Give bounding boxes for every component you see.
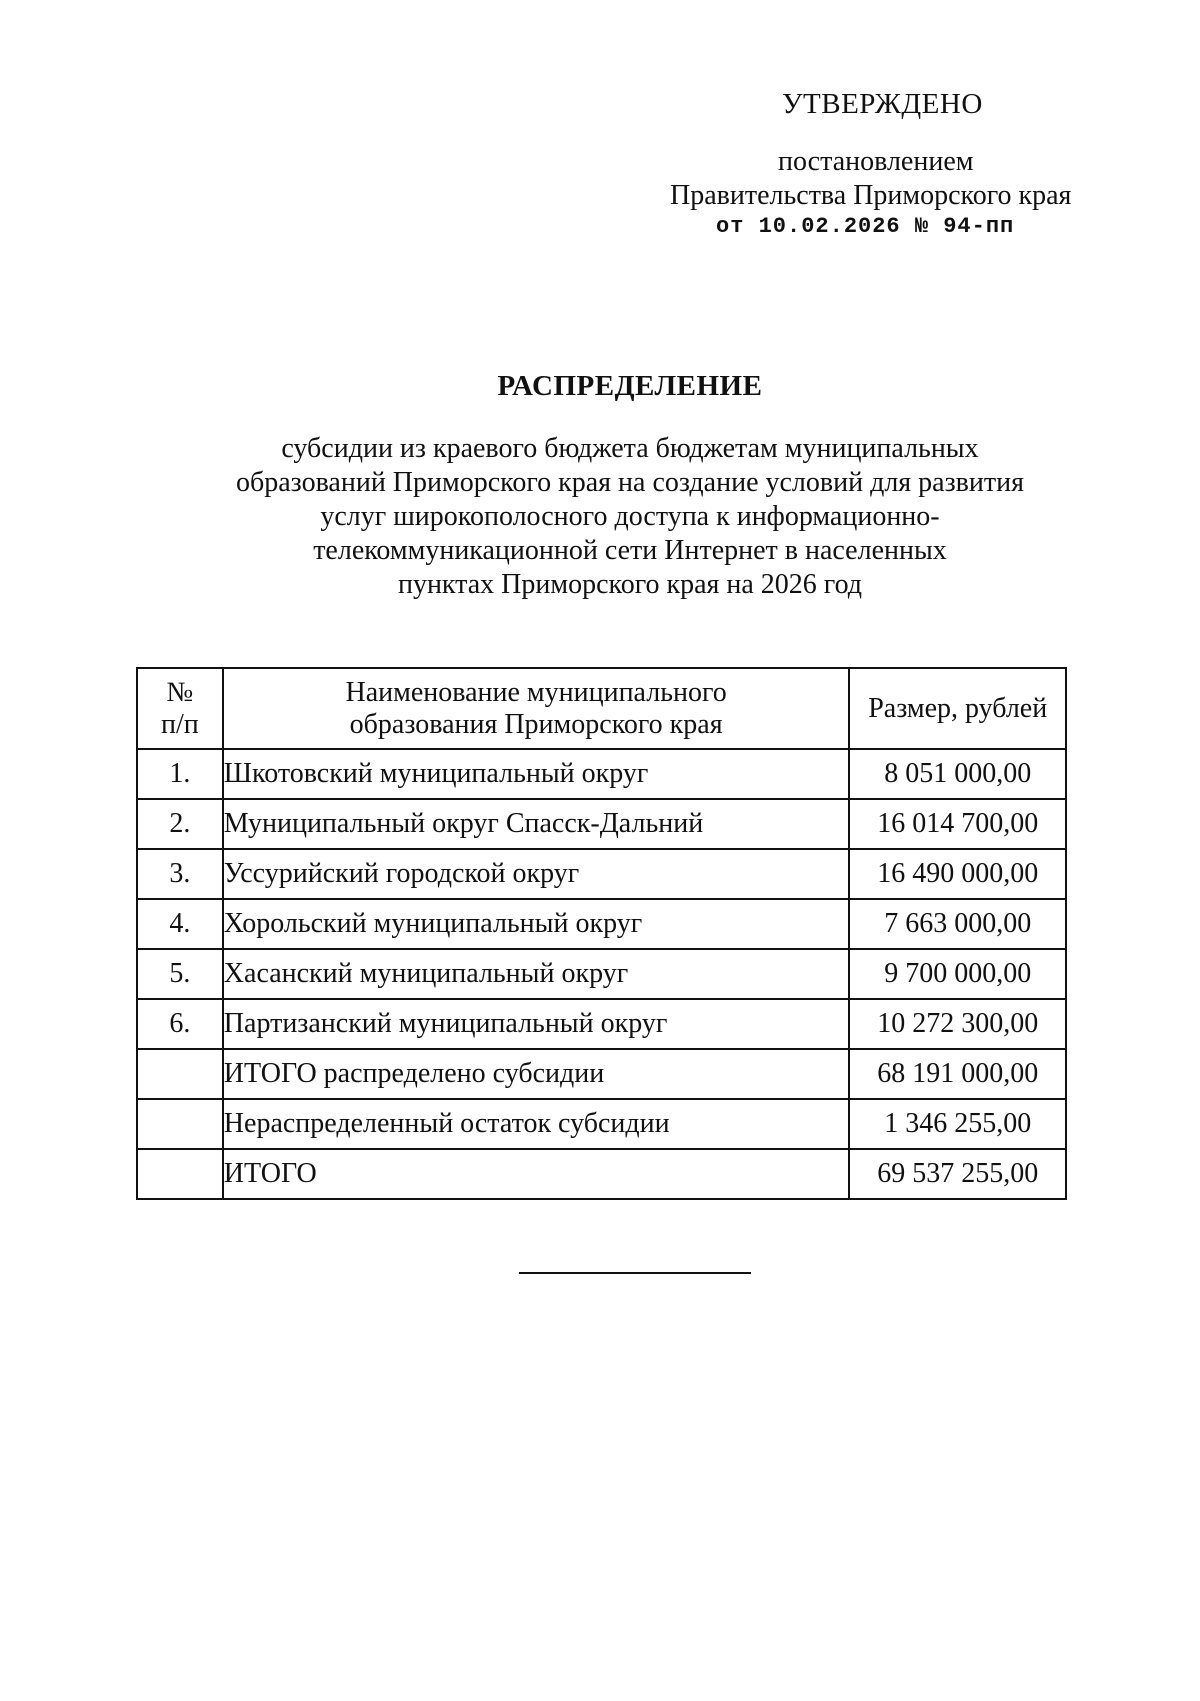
row-grand-total-amount: 69 537 255,00: [849, 1149, 1066, 1199]
end-divider-line: [519, 1272, 751, 1274]
table-row-total-distributed: [137, 1049, 1066, 1099]
approval-title: УТВЕРЖДЕНО: [782, 88, 983, 120]
header-number: [137, 668, 223, 749]
row-amount: 10 272 300,00: [849, 999, 1066, 1049]
row-amount: 7 663 000,00: [849, 899, 1066, 949]
row-number: 1.: [137, 749, 223, 799]
subtitle-line: телекоммуникационной сети Интернет в населенных: [313, 535, 947, 566]
row-number: 4.: [137, 899, 223, 949]
subtitle-line: субсидии из краевого бюджета бюджетам муниципальных: [281, 433, 979, 464]
row-amount: 9 700 000,00: [849, 949, 1066, 999]
row-grand-total-label: ИТОГО: [223, 1149, 850, 1199]
row-amount: 8 051 000,00: [849, 749, 1066, 799]
row-total-distributed-amount: 68 191 000,00: [849, 1049, 1066, 1099]
row-municipality: Муниципальный округ Спасск-Дальний: [223, 799, 850, 849]
row-number: [137, 1149, 223, 1199]
table-header-row: [137, 668, 1066, 749]
table-row-grand-total: [137, 1149, 1066, 1199]
table-row: [137, 949, 1066, 999]
table-row: [137, 799, 1066, 849]
row-undistributed-amount: 1 346 255,00: [849, 1099, 1066, 1149]
document-subtitle: [150, 432, 1110, 602]
header-name-line: образования Приморского края: [349, 708, 723, 740]
approval-decree-line: постановлением: [778, 146, 974, 177]
approval-government-line: Правительства Приморского края: [670, 180, 1072, 211]
table-row: [137, 899, 1066, 949]
table-row: [137, 749, 1066, 799]
row-municipality: Шкотовский муниципальный округ: [223, 749, 850, 799]
header-name: [223, 668, 850, 749]
header-name-line: Наименование муниципального: [345, 676, 727, 708]
header-number-line: п/п: [161, 708, 199, 740]
row-number: [137, 1099, 223, 1149]
distribution-table: [136, 667, 1067, 1200]
row-undistributed-label: Нераспределенный остаток субсидии: [223, 1099, 850, 1149]
row-amount: 16 490 000,00: [849, 849, 1066, 899]
row-municipality: Хорольский муниципальный округ: [223, 899, 850, 949]
row-number: 5.: [137, 949, 223, 999]
header-amount: Размер, рублей: [849, 668, 1066, 749]
row-amount: 16 014 700,00: [849, 799, 1066, 849]
row-municipality: Хасанский муниципальный округ: [223, 949, 850, 999]
row-number: 2.: [137, 799, 223, 849]
subtitle-line: пунктах Приморского края на 2026 год: [397, 569, 863, 600]
row-municipality: Партизанский муниципальный округ: [223, 999, 850, 1049]
subtitle-line: услуг широкополосного доступа к информационно-: [320, 501, 940, 532]
approval-date-number-line: от 10.02.2026 № 94-пп: [716, 214, 1015, 239]
row-number: 6.: [137, 999, 223, 1049]
row-number: [137, 1049, 223, 1099]
row-total-distributed-label: ИТОГО распределено субсидии: [223, 1049, 850, 1099]
table-row: [137, 849, 1066, 899]
table-row: [137, 999, 1066, 1049]
document-title: РАСПРЕДЕЛЕНИЕ: [497, 370, 763, 402]
table-row-undistributed: [137, 1099, 1066, 1149]
subtitle-line: образований Приморского края на создание условий для развития: [236, 467, 1024, 498]
row-number: 3.: [137, 849, 223, 899]
header-number-line: №: [166, 676, 194, 708]
row-municipality: Уссурийский городской округ: [223, 849, 850, 899]
